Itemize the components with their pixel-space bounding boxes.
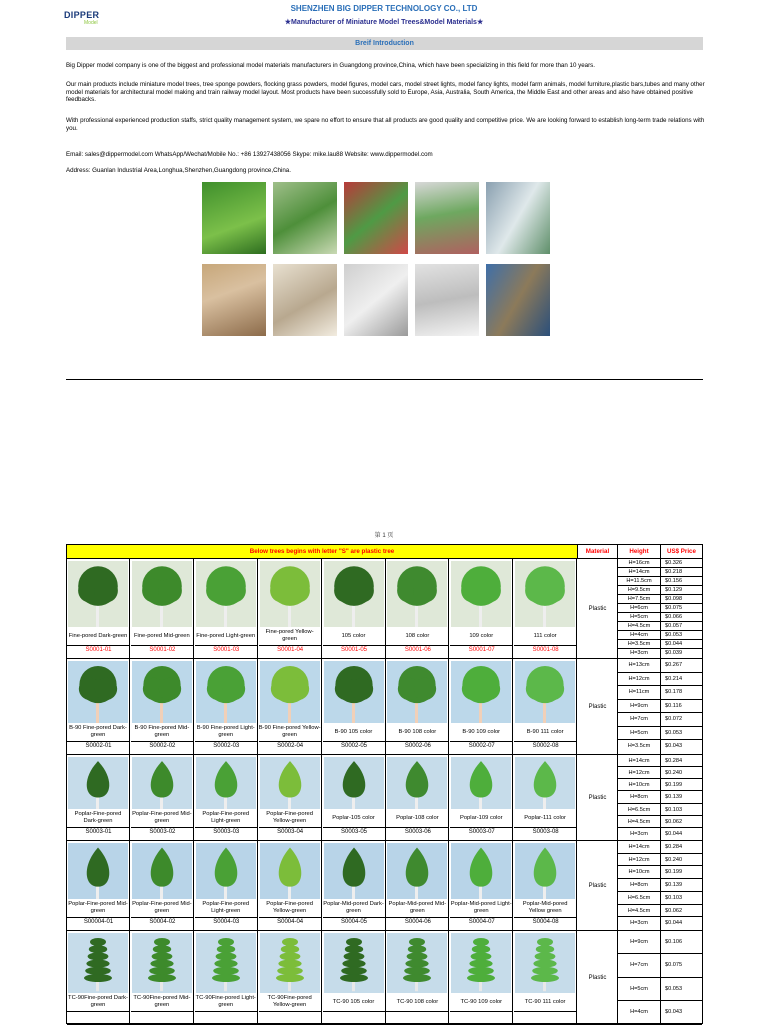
factory-photo-collage <box>202 182 550 338</box>
price-value: $0.106 <box>661 931 702 954</box>
product-label: Poplar-Fine-pored Light-green <box>202 811 250 824</box>
product-label: Poplar-Fine-pored Dark-green <box>74 811 122 824</box>
price-value: $0.053 <box>661 727 702 741</box>
height-value: H=4.5cm <box>618 905 660 918</box>
height-value: H=8cm <box>618 879 660 892</box>
material-cell: Plastic <box>578 755 618 840</box>
product-code: S0003-03 <box>213 829 240 835</box>
height-value: H=12cm <box>618 854 660 867</box>
photo-production <box>344 182 408 254</box>
product-code: S0001-02 <box>149 647 176 653</box>
height-value: H=5cm <box>618 613 660 622</box>
price-value: $0.044 <box>665 920 683 927</box>
height-value: H=7cm <box>618 713 660 727</box>
price-value: $0.284 <box>661 755 702 767</box>
product-label: TC-90 108 color <box>396 998 439 1005</box>
tree-photo <box>260 843 320 899</box>
product-code: S0002-02 <box>149 743 176 749</box>
price-value: $0.178 <box>661 686 702 700</box>
height-value: H=7cm <box>618 954 660 977</box>
product-label: Poplar-Fine-pored Mid-green <box>68 901 128 914</box>
price-column-header: US$ Price <box>661 545 702 559</box>
product-cell <box>195 841 258 930</box>
table-heading: Below trees begins with letter "S" are plastic tree <box>67 545 578 559</box>
price-value: $0.240 <box>661 767 702 779</box>
tree-photo <box>68 661 128 723</box>
product-price-table <box>66 544 703 1024</box>
tree-photo <box>324 843 384 899</box>
height-value: H=14cm <box>618 841 660 854</box>
tree-photo <box>132 843 192 899</box>
product-label: Poplar-105 color <box>332 814 375 821</box>
height-value: H=9cm <box>618 931 660 954</box>
product-label: Poplar-Fine-pored Yellow-green <box>266 811 313 824</box>
product-label: TC-90 111 color <box>524 998 566 1005</box>
product-label: B-90 Fine-pored Mid-green <box>134 725 190 738</box>
product-label: Poplar-Fine-pored Mid-green <box>132 811 192 824</box>
product-label: 109 color <box>469 632 494 639</box>
logo-sub: Model <box>84 20 98 26</box>
price-value: $0.267 <box>661 659 702 673</box>
product-code: S0004-04 <box>277 919 304 925</box>
height-value: H=11cm <box>618 686 660 700</box>
price-value: $0.156 <box>661 577 702 586</box>
logo-brand: DIPPER <box>64 10 100 20</box>
height-value: H=10cm <box>618 779 660 791</box>
photo-trees-pile <box>273 182 337 254</box>
product-cell <box>67 841 130 930</box>
tree-photo <box>515 561 575 627</box>
product-label: Poplar-108 color <box>396 814 439 821</box>
product-group <box>67 755 702 841</box>
price-value: $0.098 <box>661 595 702 604</box>
product-label: B-90 Fine-pored Light-green <box>196 725 255 738</box>
product-code: S0001-03 <box>213 647 240 653</box>
product-cell <box>323 559 386 658</box>
product-label: TC-90Fine-pored Mid-green <box>133 995 191 1008</box>
price-value: $0.039 <box>665 650 683 656</box>
product-label: Fine-pored Yellow-green <box>265 629 314 642</box>
product-group <box>67 659 702 755</box>
product-code: S0004-02 <box>149 919 176 925</box>
product-code: S0002-03 <box>213 743 240 749</box>
tree-photo <box>324 757 384 809</box>
photo-figures <box>273 264 337 336</box>
product-label: TC-90 105 color <box>332 998 375 1005</box>
page-number: 第 1 页 <box>374 533 394 539</box>
product-code: S0003-05 <box>340 829 368 835</box>
material-cell: Plastic <box>578 841 618 930</box>
tree-photo <box>68 843 128 899</box>
height-value: H=5cm <box>618 978 660 1001</box>
price-value: $0.139 <box>661 791 702 803</box>
height-value: H=14cm <box>618 568 660 577</box>
height-value: H=9cm <box>618 700 660 714</box>
product-code: S00004-01 <box>83 919 114 925</box>
intro-paragraph-2: Our main products include miniature model trees, tree sponge powders, flocking grass powders, model figures, model cars, model street lights, model fancy lights, model farm animals, model furniture,plastic bars,tubes and many other model materials for architectural model making and train railway model layout. Most products have been successfully sold to Europe, Asia, Australia, South America, the Middle East and other areas and also have obtained positive feedbacks. <box>66 81 705 104</box>
product-code: S0003-08 <box>532 829 559 835</box>
product-cell <box>323 841 386 930</box>
tree-photo <box>196 561 256 627</box>
section-title: Breif Introduction <box>66 37 703 50</box>
tree-photo <box>196 933 256 993</box>
price-value: $0.053 <box>661 631 702 640</box>
height-value: H=7.5cm <box>618 595 660 604</box>
height-value: H=6.5cm <box>618 892 660 905</box>
product-code: S0003-01 <box>85 829 112 835</box>
tree-photo <box>68 933 128 993</box>
product-label: Poplar-Mid-pored Light-green <box>450 901 512 914</box>
product-cell <box>323 755 386 840</box>
price-value: $0.129 <box>661 586 702 595</box>
product-code: S0002-01 <box>85 743 112 749</box>
price-value: $0.218 <box>661 568 702 577</box>
product-cell <box>450 755 513 840</box>
height-value: H=3.5cm <box>618 640 660 649</box>
tree-photo <box>387 661 447 723</box>
intro-paragraph-1: Big Dipper model company is one of the biggest and professional model materials manufacturers in Guangdong province,China, which have been specializing in this field for more than 10 years. <box>66 62 595 69</box>
product-cell <box>131 659 194 754</box>
product-cell <box>131 841 194 930</box>
tree-photo <box>387 843 447 899</box>
product-code: S0003-02 <box>149 829 176 835</box>
material-cell: Plastic <box>578 931 618 1024</box>
price-value: $0.062 <box>661 905 702 918</box>
product-cell <box>195 931 258 1024</box>
photo-parts <box>344 264 408 336</box>
tree-photo <box>196 843 256 899</box>
product-label: Fine-pored Light-green <box>196 632 256 639</box>
product-code: S0003-04 <box>277 829 304 835</box>
price-value: $0.326 <box>661 559 702 568</box>
height-value: H=10cm <box>618 866 660 879</box>
material-cell: Plastic <box>578 559 618 658</box>
price-value: $0.075 <box>661 604 702 613</box>
product-code: S0002-05 <box>340 743 368 749</box>
product-label: B-90 Fine-pored Yellow-green <box>258 725 321 738</box>
tree-photo <box>451 661 511 723</box>
height-value: H=8cm <box>618 791 660 803</box>
tree-photo <box>260 661 320 723</box>
address-line: Address: Guanlan Industrial Area,Longhua,Shenzhen,Guangdong province,China. <box>66 167 291 174</box>
product-code: S0003-07 <box>468 829 495 835</box>
photo-boxes <box>202 264 266 336</box>
tree-photo <box>387 561 447 627</box>
photo-shelves <box>486 182 550 254</box>
product-code: S0001-04 <box>277 647 304 653</box>
product-cell <box>259 659 322 754</box>
product-code: S0001-01 <box>85 647 112 653</box>
tree-photo <box>132 933 192 993</box>
photo-packaging <box>415 264 479 336</box>
height-value: H=11.5cm <box>618 577 660 586</box>
product-label: TC-90Fine-pored Dark-green <box>68 995 128 1008</box>
price-value: $0.199 <box>661 866 702 879</box>
price-value: $0.116 <box>661 700 702 714</box>
product-code: S0002-07 <box>468 743 495 749</box>
product-label: Poplar-Fine-pored Yellow-green <box>266 901 313 914</box>
tree-photo <box>260 757 320 809</box>
height-value: H=12cm <box>618 767 660 779</box>
price-value: $0.199 <box>661 779 702 791</box>
product-cell <box>386 841 449 930</box>
product-cell <box>323 659 386 754</box>
tree-photo <box>68 757 128 809</box>
product-label: Poplar-Mid-pored Mid-green <box>388 901 447 914</box>
product-cell <box>450 841 513 930</box>
product-label: B-90 109 color <box>462 728 501 735</box>
product-label: Poplar-Mid-pored Dark-green <box>323 901 384 914</box>
tree-photo <box>68 561 128 627</box>
intro-paragraph-3: With professional experienced production staffs, strict quality management system, we spare no effort to ensure that all products are good quality and competitive price. We are looking forward to establish long-term trade relations with you. <box>66 117 705 132</box>
height-value: H=3cm <box>630 830 648 837</box>
company-name: SHENZHEN BIG DIPPER TECHNOLOGY CO., LTD <box>290 4 478 13</box>
height-value: H=13cm <box>618 659 660 673</box>
height-value: H=14cm <box>618 755 660 767</box>
height-value: H=6.5cm <box>618 804 660 816</box>
product-code: S0002-04 <box>277 743 304 749</box>
material-cell: Plastic <box>578 659 618 754</box>
product-cell <box>67 559 130 658</box>
product-cell <box>259 931 322 1024</box>
height-value: H=16cm <box>618 559 660 568</box>
tree-photo <box>260 561 320 627</box>
product-code: S0002-06 <box>404 743 431 749</box>
product-cell <box>259 755 322 840</box>
product-code: S0001-07 <box>468 647 495 653</box>
tree-photo <box>515 757 575 809</box>
product-label: Poplar-109 color <box>459 814 503 821</box>
price-value: $0.062 <box>661 816 702 828</box>
tree-photo <box>515 933 575 993</box>
price-value: $0.072 <box>661 713 702 727</box>
tree-photo <box>451 561 511 627</box>
photo-stock <box>486 264 550 336</box>
product-cell <box>67 931 130 1024</box>
company-tagline: ★Manufacturer of Miniature Model Trees&Model Materials★ <box>284 19 484 26</box>
price-value: $0.075 <box>661 954 702 977</box>
height-value: H=3cm <box>630 920 648 927</box>
price-value: $0.043 <box>665 1008 683 1015</box>
tree-photo <box>451 933 511 993</box>
product-cell <box>386 931 449 1024</box>
tree-photo <box>451 843 511 899</box>
product-cell <box>450 931 513 1024</box>
product-cell <box>514 931 577 1024</box>
product-cell <box>131 755 194 840</box>
product-code: S0001-06 <box>404 647 431 653</box>
product-label: TC-90 109 color <box>460 998 503 1005</box>
product-label: 111 color <box>533 632 557 639</box>
product-cell <box>67 755 130 840</box>
height-value: H=6cm <box>618 604 660 613</box>
tree-photo <box>324 661 384 723</box>
product-label: Fine-pored Dark-green <box>68 632 128 639</box>
product-cell <box>195 559 258 658</box>
product-cell <box>259 841 322 930</box>
product-label: TC-90Fine-pored Light-green <box>195 995 256 1008</box>
product-cell <box>131 931 194 1024</box>
height-column-header: Height <box>618 545 661 559</box>
product-label: B-90 108 color <box>398 728 437 735</box>
product-cell <box>131 559 194 658</box>
price-value: $0.103 <box>661 892 702 905</box>
price-value: $0.043 <box>665 743 683 750</box>
product-group <box>67 841 702 931</box>
height-value: H=3cm <box>630 650 648 656</box>
product-label: Poplar-Mid-pored Yellow green <box>522 901 568 914</box>
price-value: $0.284 <box>661 841 702 854</box>
tree-photo <box>515 843 575 899</box>
price-value: $0.044 <box>665 830 683 837</box>
product-cell <box>67 659 130 754</box>
product-code: S0004-08 <box>532 919 559 925</box>
product-cell <box>386 755 449 840</box>
product-cell <box>514 755 577 840</box>
product-cell <box>514 659 577 754</box>
product-code: S0001-05 <box>340 647 368 653</box>
tree-photo <box>132 661 192 723</box>
price-value: $0.240 <box>661 854 702 867</box>
height-value: H=4cm <box>630 1008 648 1015</box>
tree-photo <box>324 933 384 993</box>
price-value: $0.044 <box>661 640 702 649</box>
tree-photo <box>387 757 447 809</box>
tree-photo <box>196 757 256 809</box>
product-code: S0002-08 <box>532 743 559 749</box>
product-label: Poplar-Fine-pored Mid-green <box>132 901 192 914</box>
price-value: $0.066 <box>661 613 702 622</box>
product-cell <box>514 841 577 930</box>
product-cell <box>259 559 322 658</box>
product-group <box>67 559 702 659</box>
price-value: $0.139 <box>661 879 702 892</box>
height-value: H=4.5cm <box>618 622 660 631</box>
height-value: H=9.5cm <box>618 586 660 595</box>
tree-photo <box>451 757 511 809</box>
product-cell <box>386 659 449 754</box>
product-label: Fine-pored Mid-green <box>134 632 190 639</box>
product-label: B-90 105 color <box>334 728 373 735</box>
page-divider <box>66 379 703 380</box>
tree-photo <box>132 757 192 809</box>
price-value: $0.103 <box>661 804 702 816</box>
product-cell <box>195 755 258 840</box>
product-cell <box>323 931 386 1024</box>
product-cell <box>514 559 577 658</box>
product-cell <box>195 659 258 754</box>
height-value: H=3.5cm <box>627 743 651 750</box>
product-code: S0004-06 <box>404 919 431 925</box>
product-cell <box>386 559 449 658</box>
product-label: 105 color <box>341 632 366 639</box>
product-group <box>67 931 702 1025</box>
product-label: B-90 111 color <box>526 728 564 735</box>
product-label: Poplar-111 color <box>524 814 566 821</box>
contact-line: Email: sales@dippermodel.com WhatsApp/Wechat/Mobile No.: +86 13927438056 Skype: mike.lau88 Website: www.dippermodel.com <box>66 151 433 158</box>
product-code: S0001-08 <box>532 647 559 653</box>
price-value: $0.214 <box>661 673 702 687</box>
product-code: S0003-06 <box>404 829 431 835</box>
tree-photo <box>196 661 256 723</box>
height-value: H=12cm <box>618 673 660 687</box>
tree-photo <box>515 661 575 723</box>
product-cell <box>450 659 513 754</box>
product-label: 108 color <box>405 632 430 639</box>
product-cell <box>450 559 513 658</box>
tree-photo <box>324 561 384 627</box>
tree-photo <box>132 561 192 627</box>
product-label: TC-90Fine-pored Yellow-green <box>267 995 312 1008</box>
product-code: S0004-05 <box>340 919 368 925</box>
height-value: H=5cm <box>618 727 660 741</box>
price-value: $0.053 <box>661 978 702 1001</box>
photo-warehouse <box>415 182 479 254</box>
price-value: $0.057 <box>661 622 702 631</box>
product-label: B-90 Fine-pored Dark-green <box>69 725 127 738</box>
material-column-header: Material <box>578 545 618 559</box>
product-label: Poplar-Fine-pored Light-green <box>202 901 250 914</box>
height-value: H=4.5cm <box>618 816 660 828</box>
product-code: S0004-03 <box>213 919 240 925</box>
height-value: H=4cm <box>618 631 660 640</box>
photo-grass-powder <box>202 182 266 254</box>
product-code: S0004-07 <box>468 919 495 925</box>
tree-photo <box>260 933 320 993</box>
tree-photo <box>387 933 447 993</box>
